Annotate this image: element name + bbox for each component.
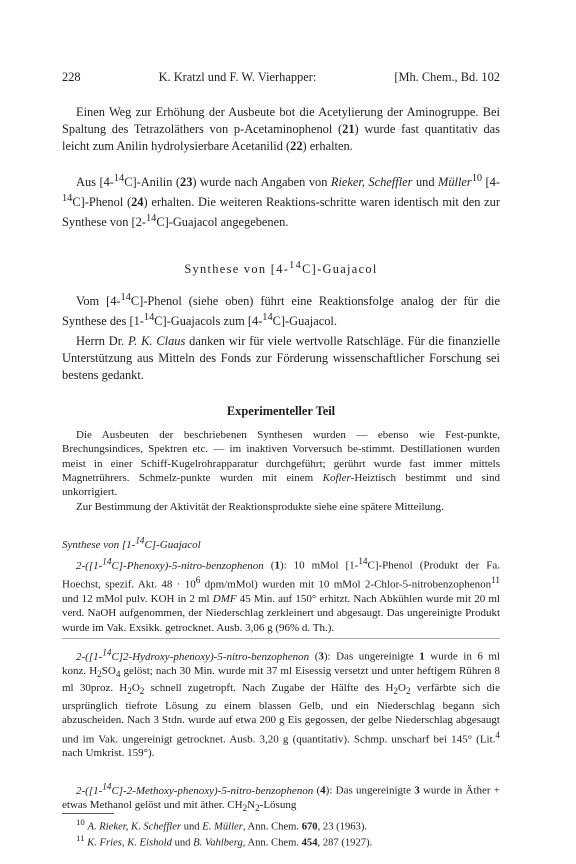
footnote-10: $^{10}$ A. Rieker, K. Scheffler und E. Müller, Ann. Chem. 670, 23 (1963).	[76, 817, 368, 833]
intro-paragraph-2: Aus [4-$^{14}$C]-Anilin (23) wurde nach Angaben von Rieker, Scheffler und Müller$^{10}$ [4-$^{14}$C]-Phenol (24) erhalten. Die weiteren Reaktions-schritte waren identisch mit den zur Synthese von [2-$^{14}$C]-Guajacol angegebenen.	[62, 173, 500, 229]
running-journal: [Mh. Chem., Bd. 102	[394, 70, 500, 84]
separator-line	[62, 638, 500, 639]
experimental-paragraph-2: Zur Bestimmung der Aktivität der Reaktionsprodukte siehe eine spätere Mitteilung.	[76, 501, 444, 513]
synthesis-subheading: Synthese von [1-$^{14}$C]-Guajacol	[62, 535, 201, 551]
footnote-rule	[62, 813, 114, 814]
footnote-11: $^{11}$ K. Fries, K. Eishold und B. Vahlberg, Ann. Chem. 454, 287 (1927).	[76, 833, 373, 849]
experimental-heading: Experimenteller Teil	[226, 404, 336, 418]
compound-1-procedure: 2-([1-$^{14}$C]-Phenoxy)-5-nitro-benzophenon (1): 10 mMol [1-$^{14}$C]-Phenol (Produkt der Fa. Hoechst, spezif. Akt. $48 \cdot 10^6$ dpm/mMol) wurden mit 10 mMol 2-Chlor-5-nitrobenzophenon$^{11}$ und 12 mMol pulv. KOH in 2 ml DMF 45 Min. auf 150° erhitzt. Nach Abkühlen wurde mit 20 ml verd. NaOH aufgenommen, der Niederschlag zerkleinert und abgesaugt. Das ungereinigte Produkt wurde im Vak. Exsikk. getrocknet. Ausb. 3,06 g (96% d. Th.).	[62, 556, 501, 634]
acknowledgements: Herrn Dr. P. K. Claus danken wir für viele wertvolle Ratschläge. Für die finanzielle Unterstützung aus Mitteln des Fonds zur Förderung wissenschaftlicher Forschung sei bestens gedankt.	[62, 334, 500, 382]
running-authors: K. Kratzl und F. W. Vierhapper:	[158, 70, 317, 84]
running-header	[62, 70, 500, 85]
compound-3-procedure: 2-([1-$^{14}$C]2-Hydroxy-phenoxy)-5-nitro-benzophenon (3): Das ungereinigte 1 wurde in 6 ml konz. $H_2SO_4$ gelöst; nach 30 Min. wurde mit 37 ml Eisessig versetzt und unter heftigem Rühren 8 ml 30proz. $H_2O_2$ schnell zugetropft. Nach Zugabe der Hälfte des $H_2O_2$ verfärbte sich die ursprünglich tiefrote Lösung zu einem blassen Gelb, und ein Niederschlag begann sich abzuscheiden. Nach 3 Stdn. wurde auf etwa 200 g Eis gegossen, der gelbe Niederschlag abgesaugt und im Vak. ungereinigt getrocknet. Ausb. 3,20 g (quantitativ). Schmp. unscharf bei 145° (Lit.$^4$ nach Umkrist. 159°).	[62, 647, 501, 760]
intro-paragraph-1: Einen Weg zur Erhöhung der Ausbeute bot die Acetylierung der Aminogruppe. Bei Spaltung des Tetrazoläthers von p-Acetaminophenol (21) wurde fast quantitativ das leicht zum Anilin hydrolysierbare Acetanilid (22) erhalten.	[62, 105, 500, 153]
compound-4-procedure: 2-([1-$^{14}$C]-2-Methoxy-phenoxy)-5-nitro-benzophenon (4): Das ungereinigte 3 wurde in Äther + etwas Methanol gelöst und mit äther. $CH_2N_2$-Lösung	[62, 781, 500, 814]
page-number: 228	[62, 70, 81, 84]
guajacol-paragraph: Vom [4-$^{14}$C]-Phenol (siehe oben) führt eine Reaktionsfolge analog der für die Synthese des [1-$^{14}$C]-Guajacols zum [4-$^{14}$C]-Guajacol.	[62, 292, 500, 329]
experimental-paragraph-1: Die Ausbeuten der beschriebenen Synthesen wurden — ebenso wie Fest-punkte, Brechungsindices, Spektren etc. — im inaktiven Vorversuch be-stimmt. Destillationen wurden meist in einer Schiff-Kugelrohrapparatur durchgeführt; gerührt wurde fast immer mittels Magnetrührers. Schmelz-punkte wurden mit einem Kofler-Heiztisch bestimmt und sind unkorrigiert.	[62, 429, 500, 499]
section-heading-4-guajacol: Synthese von [4-$^{14}$C]-Guajacol	[184, 260, 378, 277]
